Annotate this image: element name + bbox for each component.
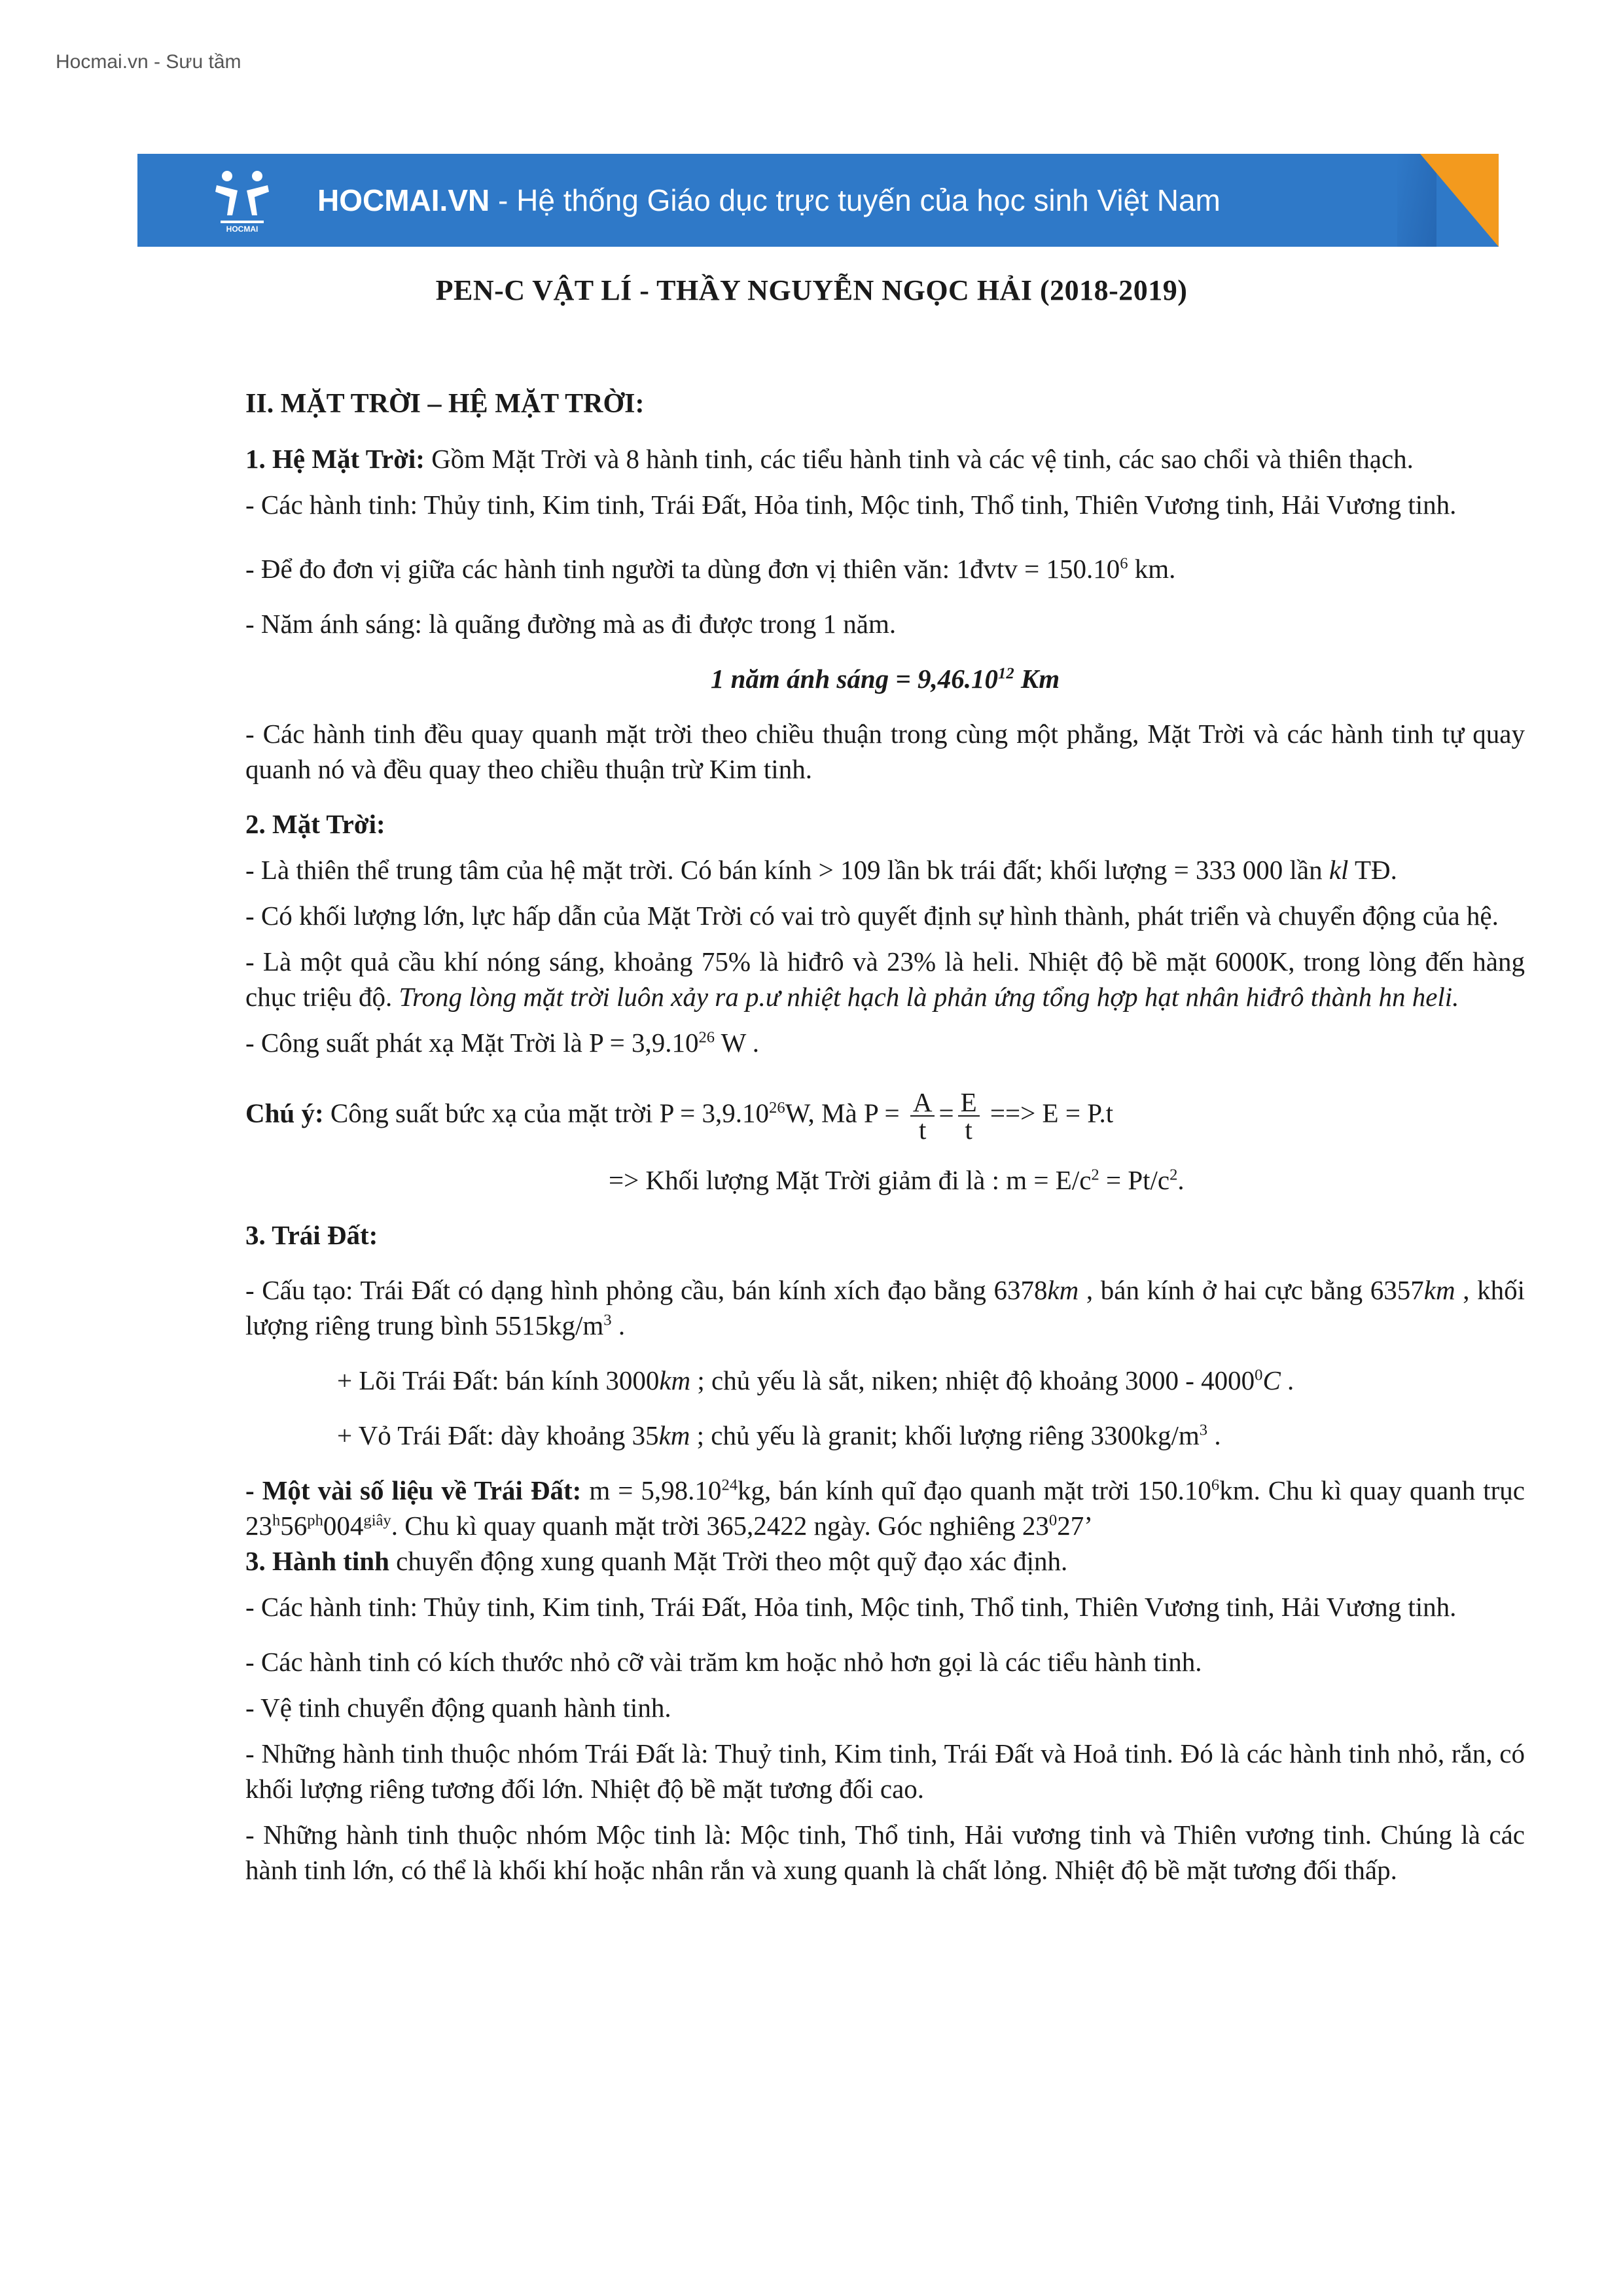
paragraph-orbits: - Các hành tinh đều quay quanh mặt trời theo chiều thuận trong cùng một phẳng, Mặt Trời và các hành tinh tự quay quanh nó và đều quay theo chiều thuận trừ Kim tinh. [245, 719, 1525, 784]
paragraph-terrestrial: - Những hành tinh thuộc nhóm Trái Đất là: Thuỷ tinh, Kim tinh, Trái Đất và Hoả tinh. Đó là các hành tinh nhỏ, rắn, có khối lượng riêng tương đối lớn. Nhiệt độ bề mặt tương đối cao. [245, 1738, 1525, 1804]
paragraph-moons: - Vệ tinh chuyển động quanh hành tinh. [245, 1693, 671, 1723]
paragraph-earth-facts: - Một vài số liệu về Trái Đất: $m = 5,98.10^{24}kg$, bán kính quĩ đạo quanh mặt trời 150.10$^6$km. Chu kì quay quanh trục $23^h56^{ph}004^{giây}$. Chu kì quay quanh mặt trời 365,2422 ngày. Góc nghiêng $23^027$’ [245, 1475, 1525, 1541]
paragraph-astronomical-unit: - Để đo đơn vị giữa các hành tinh người ta dùng đơn vị thiên văn: 1đvtv = $150.10^6$ km. [245, 554, 1176, 584]
banner-tagline: - Hệ thống Giáo dục trực tuyến của học sinh Việt Nam [490, 183, 1221, 217]
paragraph-earth-core: + Lõi Trái Đất: bán kính 3000km ; chủ yếu là sắt, niken; nhiệt độ khoảng 3000 - 4000$^0$C . [337, 1365, 1294, 1395]
fraction-a-over-t: $\frac{A}{t}$ [910, 1089, 935, 1143]
header-banner [137, 154, 1499, 247]
paragraph-planets-motion: 3. Hành tinh chuyển động xung quanh Mặt Trời theo một quỹ đạo xác định. [245, 1546, 1068, 1576]
section-heading: II. MẶT TRỜI – HỆ MẶT TRỜI: [245, 389, 645, 419]
formula-au: 1đvtv = $150.10^6$ km. [956, 554, 1176, 584]
banner-brand: HOCMAI.VN [317, 183, 490, 217]
paragraph-sun-mass: - Có khối lượng lớn, lực hấp dẫn của Mặt Trời có vai trò quyết định sự hình thành, phát triển và chuyển động của hệ. [245, 901, 1499, 931]
source-note: Hocmai.vn - Sưu tầm [56, 51, 241, 73]
subheading-earth: 3. Trái Đất: [245, 1220, 378, 1250]
paragraph-planets-list: - Các hành tinh: Thủy tinh, Kim tinh, Trái Đất, Hỏa tinh, Mộc tinh, Thổ tinh, Thiên Vương tinh, Hải Vương tinh. [245, 1592, 1457, 1622]
document-title: PEN-C VẬT LÍ - THẦY NGUYỄN NGỌC HẢI (2018-2019) [435, 274, 1188, 306]
hocmai-logo-icon [213, 168, 272, 234]
paragraph-light-year: - Năm ánh sáng: là quãng đường mà as đi được trong 1 năm. [245, 609, 897, 639]
paragraph-asteroids: - Các hành tinh có kích thước nhỏ cỡ vài trăm km hoặc nhỏ hơn gọi là các tiểu hành tinh. [245, 1647, 1202, 1677]
paragraph-earth-structure: - Cấu tạo: Trái Đất có dạng hình phỏng cầu, bán kính xích đạo bằng 6378km , bán kính ở hai cực bằng 6357km , khối lượng riêng trung bình $5515kg/m^3$ . [245, 1275, 1525, 1340]
paragraph-sun-size: - Là thiên thể trung tâm của hệ mặt trời. Có bán kính > 109 lần bk trái đất; khối lượng = 333 000 lần kl TĐ. [245, 855, 1397, 885]
logo-caption: HOCMAI [226, 224, 259, 234]
paragraph-earth-crust: + Vỏ Trái Đất: dày khoảng 35km ; chủ yếu là granit; khối lượng riêng $3300kg/m^3$ . [337, 1420, 1221, 1450]
paragraph-note: Chú ý: Công suất bức xạ của mặt trời $P = 3,9.10^{26}W$, Mà P = $\frac{A}{t}$ = $\frac{E}{t}$ ==> E = P.t [245, 1087, 1114, 1145]
paragraph-sun-power: - Công suất phát xạ Mặt Trời là $P = 3,9.10^{26}$ W . [245, 1028, 760, 1058]
paragraph-jovian: - Những hành tinh thuộc nhóm Mộc tinh là: Mộc tinh, Thổ tinh, Hải vương tinh và Thiên vương tinh. Chúng là các hành tinh lớn, có thể là khối khí hoặc nhân rắn và xung quanh là chất lỏng. Nhiệt độ bề mặt tương đối thấp. [245, 1820, 1525, 1885]
subheading-solar-system: 1. Hệ Mặt Trời: [245, 444, 425, 474]
subheading-sun: 2. Mặt Trời: [245, 809, 385, 839]
note-label: Chú ý: [245, 1098, 324, 1128]
earth-facts-label: - Một vài số liệu về Trái Đất: [245, 1475, 582, 1505]
subheading-planets: 3. Hành tinh [245, 1546, 389, 1576]
paragraph-planets: - Các hành tinh: Thủy tinh, Kim tinh, Trái Đất, Hỏa tinh, Mộc tinh, Thổ tinh, Thiên Vương tinh, Hải Vương tinh. [245, 490, 1457, 520]
banner-title [317, 183, 1221, 218]
banner-accent-corner [1420, 154, 1499, 247]
document-body [245, 386, 1525, 1888]
paragraph-mass-loss: => Khối lượng Mặt Trời giảm đi là : $m = E/c^2 = Pt/c^2$. [609, 1165, 1185, 1195]
paragraph-sun-composition: - Là một quả cầu khí nóng sáng, khoảng 75% là hiđrô và 23% là heli. Nhiệt độ bề mặt 6000K, trong lòng đến hàng chục triệu độ. Trong lòng mặt trời luôn xảy ra p.ư nhiệt hạch là phản ứng tổng hợp hạt nhân hiđrô thành hn heli. [245, 946, 1525, 1012]
paragraph-solar-system: 1. Hệ Mặt Trời: Gồm Mặt Trời và 8 hành tinh, các tiểu hành tinh và các vệ tinh, các sao chổi và thiên thạch. [245, 444, 1414, 474]
fraction-e-over-t: $\frac{E}{t}$ [958, 1089, 980, 1143]
formula-light-year: 1 năm ánh sáng = $9,46.10^{12}$ Km [710, 664, 1060, 694]
